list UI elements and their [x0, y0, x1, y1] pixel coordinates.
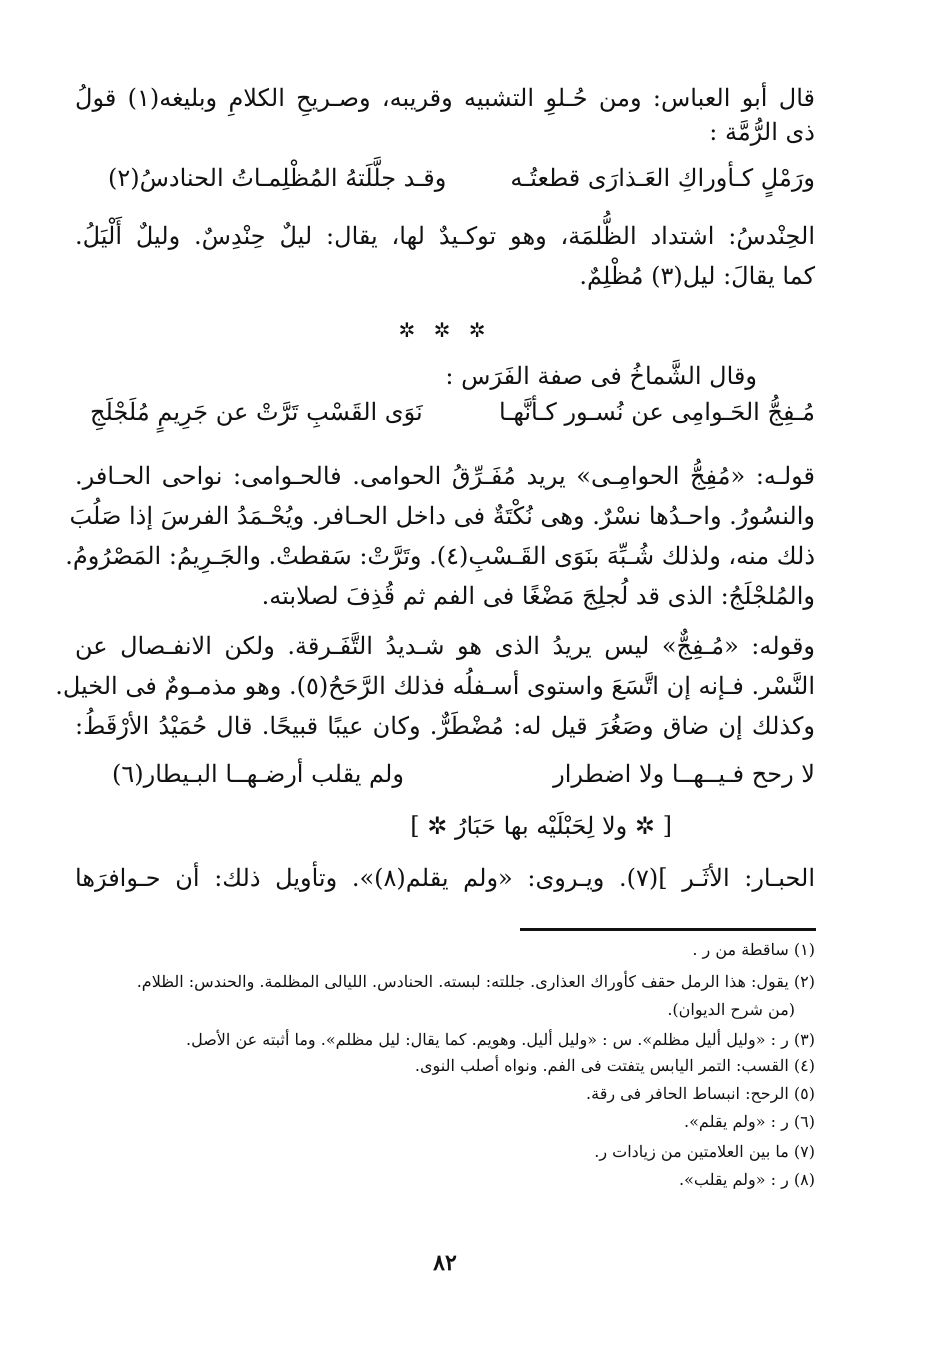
footnote-separator-rule	[520, 928, 816, 931]
paragraph-5-line-2: النَّسْر. فـإنه إن اتَّسَعَ واستوى أسـفلُه فذلك الرَّحَحُ(٥). وهو مذمـومٌ فى الخيل.	[55, 672, 815, 700]
paragraph-2-line-1: الحِنْدسُ: اشتداد الظُّلمَة، وهو توكـيدٌ لها، يقال: ليلٌ حِنْدِسٌ. وليلٌ أَلْيَلُ.	[75, 222, 815, 250]
verse-3-continuation: [ ✲ ولا لِحَبْلَيْه بها حَبَارُ ✲ ]	[410, 812, 672, 840]
verse-3-first-hemistich: لا رحح فـيــهــا ولا اضطرار	[553, 760, 815, 788]
footnote-6: (٦) ر : «ولم يقلم».	[684, 1112, 815, 1131]
paragraph-5-line-1: وقوله: «مُـفِجٌّ» ليس يريدُ الذى هو شـديدُ التَّفَـرقة. ولكن الانفـصال عن	[75, 632, 815, 660]
footnote-7: (٧) ما بين العلامتين من زيادات ر.	[594, 1142, 815, 1161]
verse-2-first-hemistich: مُـفِجُّ الحَـوامِى عن نُسـور كـأنَّهـا	[498, 398, 815, 426]
paragraph-4-line-4: والمُلجْلَجُ: الذى قد لُجلِجَ مَضْغًا فى الفم ثم قُذِفَ لصلابته.	[261, 582, 815, 610]
footnote-2-continuation: (من شرح الديوان).	[667, 1000, 795, 1019]
paragraph-2-line-2: كما يقالَ: ليل(٣) مُظْلِمٌ.	[579, 262, 815, 290]
paragraph-1-line-1: قال أبو العباس: ومن حُـلوِ التشبيه وقريبه، وصـريحِ الكلامِ وبليغه(١) قولُ	[75, 84, 815, 112]
verse-1-second-hemistich: وقـد جلَّلَتهُ المُظْلِمـاتُ الحنادسُ(٢)	[108, 164, 447, 192]
paragraph-4-line-1: قولـه: «مُفِجُّ الحوامِـى» يريد مُفَـرِّقُ الحوامى. فالحـوامى: نواحى الحـافر.	[75, 462, 815, 490]
paragraph-4-line-3: ذلك منه، ولذلك شُـبِّهَ بنَوَى القَـسْبِ(٤). وتَرَّتْ: سَقطتْ. والجَـرِيمُ: المَصْرُومُ.	[65, 542, 815, 570]
paragraph-5-line-3: وكذلك إن ضاق وصَغُرَ قيل له: مُضْطَرٌّ. وكان عيبًا قبيحًا. قال حُمَيْدُ الأرْقَطُ:	[75, 712, 815, 740]
footnote-4: (٤) القسب: التمر اليابس يتفتت فى الفم. ونواه أصلب النوى.	[414, 1056, 815, 1075]
verse-2-second-hemistich: نَوَى القَسْبِ تَرَّتْ عن جَرِيمٍ مُلَجْلَجِ	[90, 398, 423, 426]
section-separator: ✲ ✲ ✲	[398, 318, 492, 342]
footnote-5: (٥) الرحح: انبساط الحافر فى رقة.	[586, 1084, 815, 1103]
paragraph-4-line-2: والنسُورُ. واحـدُها نسْرٌ. وهى نُكْتَةٌ فى داخل الحـافر. ويُحْـمَدُ الفرسَ إذا صَلُبَ	[69, 502, 815, 530]
paragraph-3-line-1: وقال الشَّماخُ فى صفة الفَرَس :	[445, 362, 757, 390]
paragraph-1-line-2: ذى الرُّمَّة :	[709, 118, 815, 146]
paragraph-6-line-1: الحبـار: الأثَـر ](٧). ويـروى: «ولم يقلم(٨)». وتأويل ذلك: أن حـوافرَها	[75, 864, 815, 892]
verse-1-first-hemistich: ورَمْلٍ كـأوراكِ العَـذارَى قطعتُـه	[510, 164, 815, 192]
footnote-8: (٨) ر : «ولم يقلب».	[678, 1170, 815, 1189]
footnote-2: (٢) يقول: هذا الرمل حقف كأوراك العذارى. جللته: لبسته. الحنادس. الليالى المظلمة. والحندس: الظلام.	[136, 972, 815, 991]
footnote-3: (٣) ر : «وليل أليل مظلم». س : «وليل أليل. وهويم. كما يقال: ليل مظلم». وما أثبته عن الأصل.	[186, 1030, 815, 1049]
footnote-1: (١) ساقطة من ر .	[692, 940, 815, 959]
verse-3-second-hemistich: ولم يقلب أرضـهــا البـيطار(٦)	[112, 760, 404, 788]
page-number: ٨٢	[433, 1250, 457, 1276]
